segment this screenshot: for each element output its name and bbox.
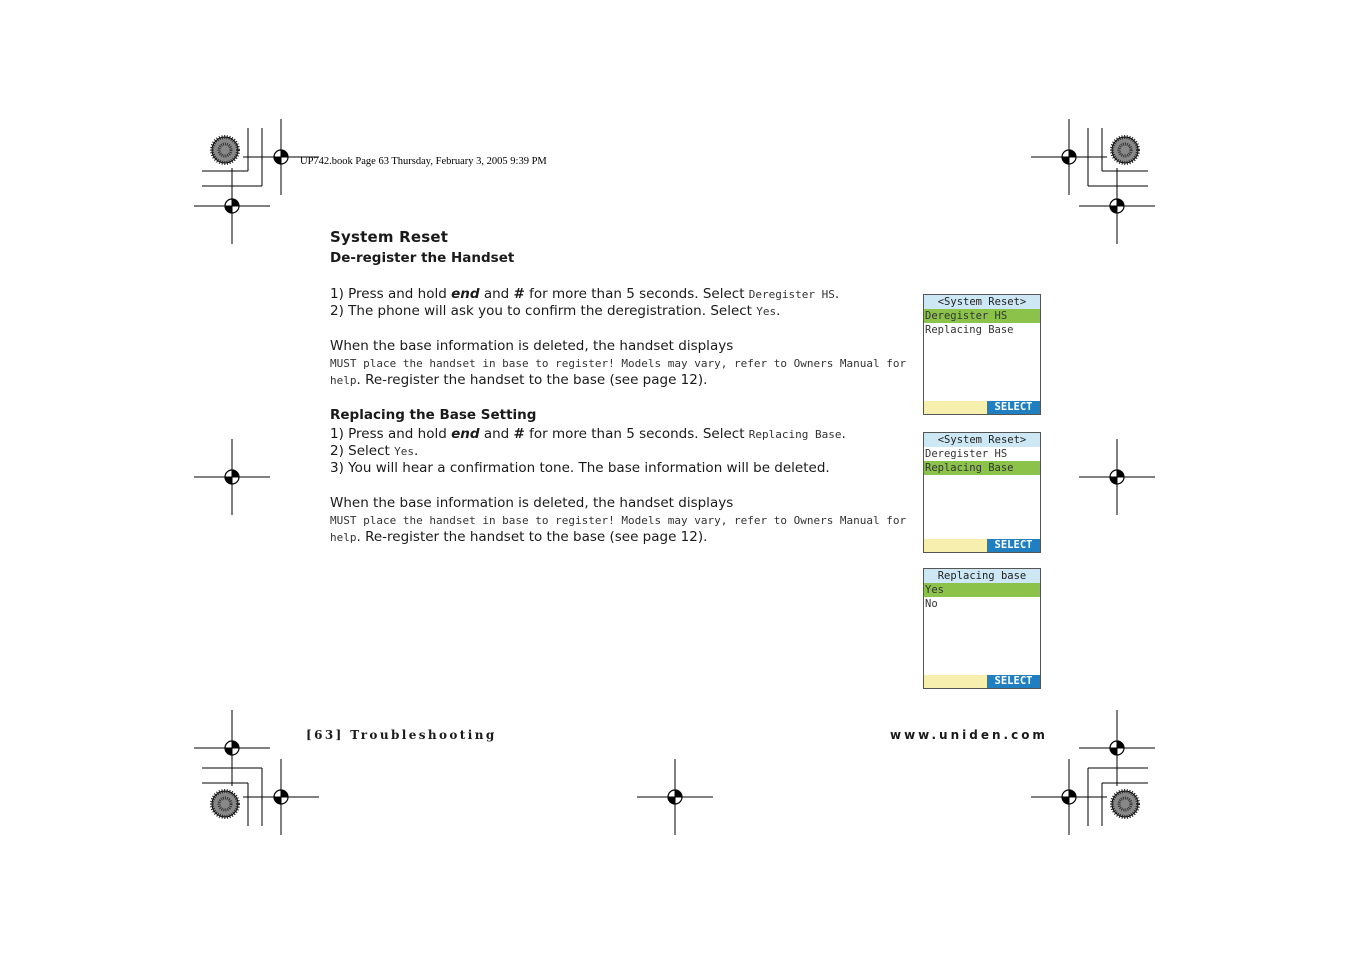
screen-row: No <box>925 598 938 610</box>
replacing-step-1: 1) Press and hold end and # for more than 5 seconds. Select Replacing Base. <box>330 426 846 442</box>
menu-item-ref: Deregister HS <box>748 288 835 301</box>
replacing-display-paragraph: MUST place the handset in base to register! Models may vary, refer to Owners Manual for help. Re-register the handset to the base (see page 12). <box>330 514 907 545</box>
softkey-left <box>924 675 987 688</box>
menu-item-ref: Yes <box>394 445 414 458</box>
screen-row: Yes <box>924 583 1040 597</box>
replacing-step-3: 3) You will hear a confirmation tone. The base information will be deleted. <box>330 460 830 476</box>
screen-row: Replacing Base <box>925 324 1014 336</box>
footer-page-section: [63] Troubleshooting <box>306 728 497 742</box>
display-message: MUST place the handset in base to register! Models may vary, refer to Owners Manual for help <box>330 514 907 544</box>
deregister-step-1: 1) Press and hold end and # for more than 5 seconds. Select Deregister HS. <box>330 286 840 302</box>
section-heading-replacing: Replacing the Base Setting <box>330 407 537 423</box>
select-softkey: SELECT <box>987 675 1040 688</box>
footer-website: www.uniden.com <box>890 728 1048 742</box>
pound-key: # <box>513 426 525 442</box>
menu-item-ref: Replacing Base <box>748 428 842 441</box>
print-header-note: UP742.book Page 63 Thursday, February 3, 2005 9:39 PM <box>300 156 547 167</box>
select-softkey: SELECT <box>987 539 1040 552</box>
deregister-when-text: When the base information is deleted, the handset displays <box>330 338 734 354</box>
page-title: System Reset <box>330 228 449 246</box>
select-softkey: SELECT <box>987 401 1040 414</box>
replacing-when-text: When the base information is deleted, the handset displays <box>330 495 734 511</box>
end-key: end <box>451 426 480 442</box>
end-key: end <box>451 286 480 302</box>
screen-title: Replacing base <box>924 569 1040 583</box>
menu-item-ref: Yes <box>756 305 777 318</box>
screen-title: <System Reset> <box>924 433 1040 447</box>
screen-softkey-bar <box>924 539 1040 552</box>
section-heading-deregister: De-register the Handset <box>330 250 515 266</box>
softkey-left <box>924 401 987 414</box>
handset-screen-1 <box>923 294 1041 415</box>
screen-row: Deregister HS <box>924 309 1040 323</box>
screen-row: Replacing Base <box>924 461 1040 475</box>
pound-key: # <box>513 286 525 302</box>
handset-screen-3 <box>923 568 1041 689</box>
main-content <box>330 228 920 546</box>
display-message: MUST place the handset in base to register! Models may vary, refer to Owners Manual for help <box>330 357 907 387</box>
replacing-step-2: 2) Select Yes. <box>330 443 419 459</box>
screen-row: Deregister HS <box>925 448 1008 460</box>
screen-softkey-bar <box>924 401 1040 414</box>
deregister-display-paragraph: MUST place the handset in base to register! Models may vary, refer to Owners Manual for help. Re-register the handset to the base (see page 12). <box>330 357 907 388</box>
handset-screen-2 <box>923 432 1041 553</box>
deregister-step-2: 2) The phone will ask you to confirm the deregistration. Select Yes. <box>330 303 781 319</box>
softkey-left <box>924 539 987 552</box>
screen-title: <System Reset> <box>924 295 1040 309</box>
screen-softkey-bar <box>924 675 1040 688</box>
